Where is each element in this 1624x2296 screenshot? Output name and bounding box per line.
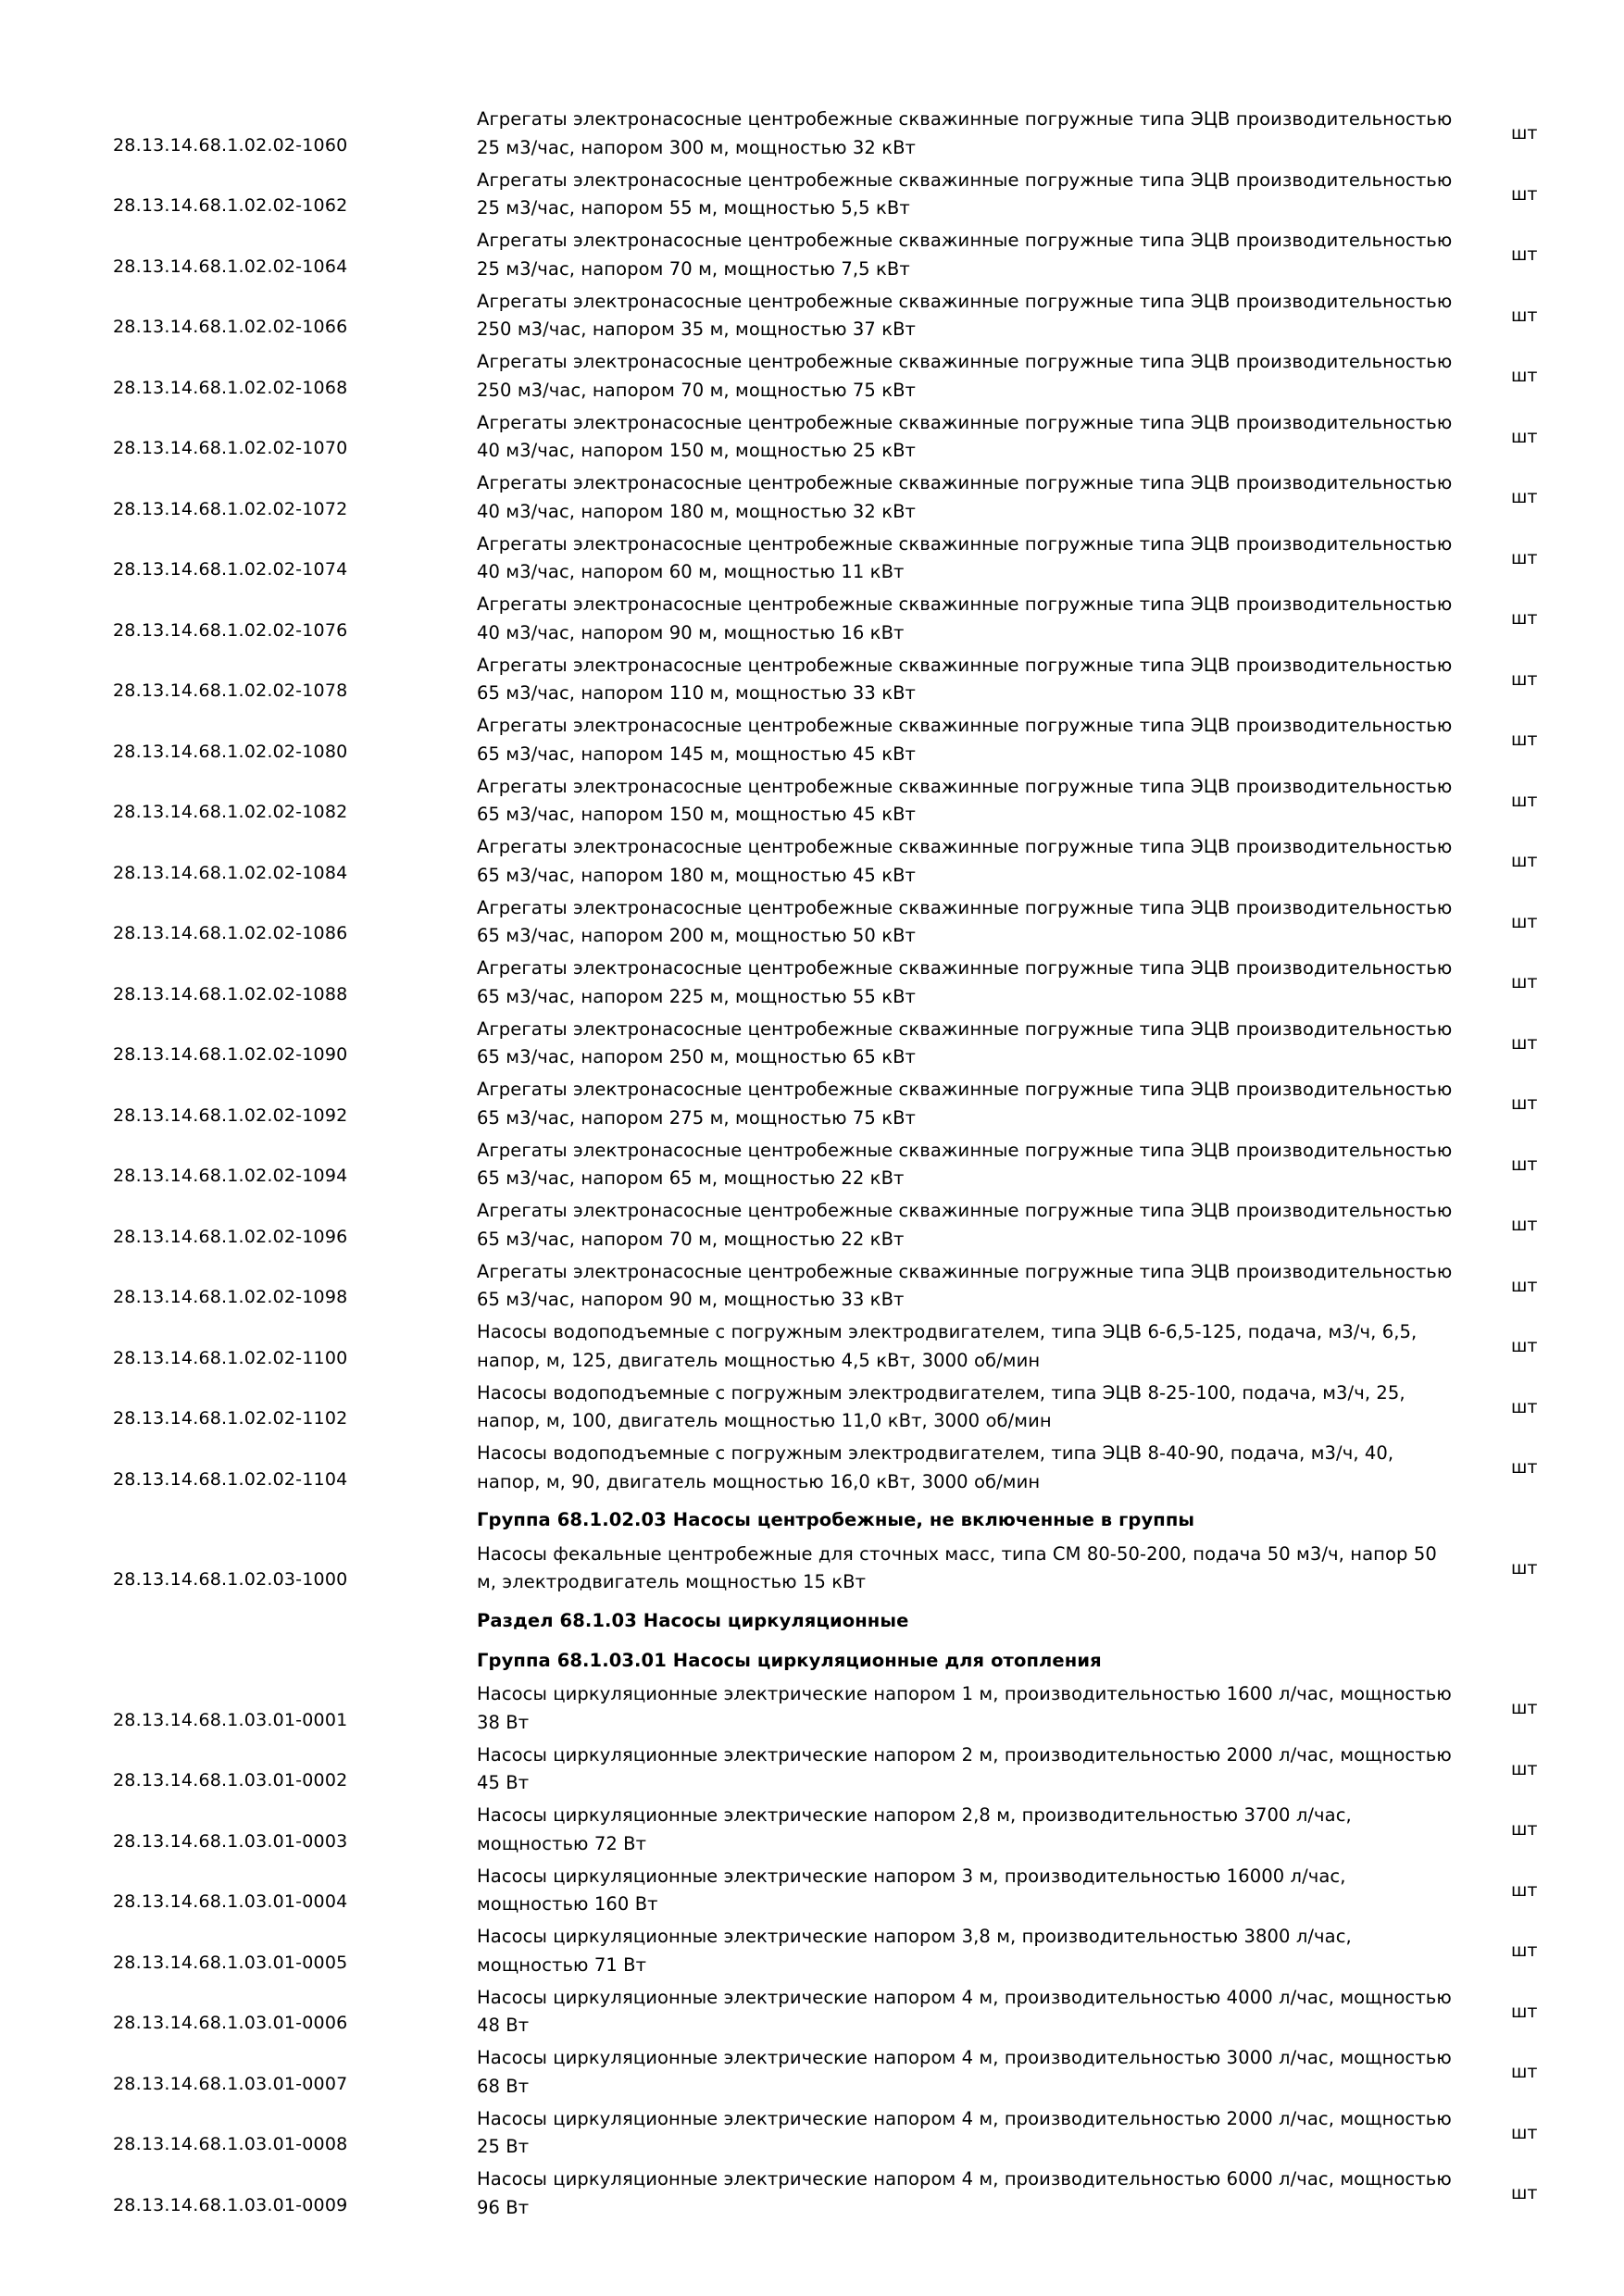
item-description: Насосы циркуляционные электрические напором 4 м, производительностью 4000 л/час, мощностью 48 Вт <box>477 1986 1452 2036</box>
table-row <box>0 771 1624 832</box>
table-row <box>0 710 1624 771</box>
item-code: 28.13.14.68.1.02.02-1090 <box>113 1044 348 1065</box>
item-code: 28.13.14.68.1.02.02-1062 <box>113 195 348 216</box>
item-code: 28.13.14.68.1.03.01-0004 <box>113 1891 348 1912</box>
item-code: 28.13.14.68.1.02.02-1080 <box>113 741 348 762</box>
item-unit: шт <box>1511 1275 1538 1296</box>
item-description: Насосы циркуляционные электрические напором 3,8 м, производительностью 3800 л/час, мощностью 71 Вт <box>477 1926 1352 1976</box>
item-unit: шт <box>1511 2122 1538 2143</box>
table-row <box>0 1921 1624 1982</box>
item-code: 28.13.14.68.1.02.03-1000 <box>113 1569 348 1590</box>
item-code: 28.13.14.68.1.02.02-1066 <box>113 317 348 337</box>
item-code: 28.13.14.68.1.02.02-1084 <box>113 862 348 883</box>
table-row <box>0 1438 1624 1499</box>
item-code: 28.13.14.68.1.03.01-0009 <box>113 2194 348 2215</box>
item-code: 28.13.14.68.1.02.02-1064 <box>113 256 348 277</box>
section-title: Группа 68.1.03.01 Насосы циркуляционные для отопления <box>477 1649 1102 1671</box>
section-header-row <box>0 1639 1624 1678</box>
item-unit: шт <box>1511 123 1538 144</box>
table-row <box>0 468 1624 529</box>
item-unit: шт <box>1511 183 1538 205</box>
price-list-table <box>0 104 1624 2225</box>
item-code: 28.13.14.68.1.03.01-0006 <box>113 2013 348 2033</box>
item-code: 28.13.14.68.1.02.02-1104 <box>113 1468 348 1490</box>
item-unit: шт <box>1511 2183 1538 2203</box>
item-unit: шт <box>1511 1879 1538 1901</box>
item-code: 28.13.14.68.1.02.02-1070 <box>113 438 348 458</box>
table-row <box>0 1378 1624 1439</box>
section-title: Раздел 68.1.03 Насосы циркуляционные <box>477 1609 909 1631</box>
item-description: Насосы циркуляционные электрические напором 4 м, производительностью 3000 л/час, мощностью 68 Вт <box>477 2047 1452 2097</box>
item-unit: шт <box>1511 608 1538 629</box>
item-unit: шт <box>1511 426 1538 447</box>
table-row <box>0 104 1624 165</box>
item-description: Агрегаты электронасосные центробежные скважинные погружные типа ЭЦВ производительностью 65 м3/час, напором 180 м, мощностью 45 кВт <box>477 836 1453 886</box>
item-description: Агрегаты электронасосные центробежные скважинные погружные типа ЭЦВ производительностью 40 м3/час, напором 150 м, мощностью 25 кВт <box>477 411 1453 461</box>
item-description: Агрегаты электронасосные центробежные скважинные погружные типа ЭЦВ производительностью 65 м3/час, напором 200 м, мощностью 50 кВт <box>477 896 1453 946</box>
item-code: 28.13.14.68.1.02.02-1068 <box>113 377 348 398</box>
item-code: 28.13.14.68.1.03.01-0007 <box>113 2073 348 2094</box>
table-row <box>0 1256 1624 1317</box>
item-unit: шт <box>1511 911 1538 932</box>
table-row <box>0 2103 1624 2165</box>
table-row <box>0 1316 1624 1378</box>
item-code: 28.13.14.68.1.02.02-1086 <box>113 923 348 943</box>
item-code: 28.13.14.68.1.03.01-0005 <box>113 1952 348 1973</box>
item-description: Агрегаты электронасосные центробежные скважинные погружные типа ЭЦВ производительностью 65 м3/час, напором 250 м, мощностью 65 кВт <box>477 1017 1453 1067</box>
table-row <box>0 225 1624 286</box>
item-code: 28.13.14.68.1.03.01-0002 <box>113 1770 348 1791</box>
table-row <box>0 589 1624 650</box>
table-row <box>0 1861 1624 1922</box>
item-code: 28.13.14.68.1.03.01-0008 <box>113 2134 348 2154</box>
item-unit: шт <box>1511 366 1538 386</box>
item-unit: шт <box>1511 1457 1538 1478</box>
item-unit: шт <box>1511 1032 1538 1054</box>
item-unit: шт <box>1511 1758 1538 1779</box>
item-code: 28.13.14.68.1.02.02-1082 <box>113 802 348 822</box>
item-unit: шт <box>1511 1154 1538 1175</box>
item-description: Агрегаты электронасосные центробежные скважинные погружные типа ЭЦВ производительностью 40 м3/час, напором 180 м, мощностью 32 кВт <box>477 472 1453 522</box>
item-code: 28.13.14.68.1.02.02-1088 <box>113 983 348 1004</box>
table-row <box>0 346 1624 407</box>
table-row <box>0 1135 1624 1196</box>
item-description: Насосы циркуляционные электрические напором 1 м, производительностью 1600 л/час, мощностью 38 Вт <box>477 1683 1452 1733</box>
item-code: 28.13.14.68.1.02.02-1096 <box>113 1226 348 1247</box>
item-unit: шт <box>1511 1215 1538 1235</box>
item-code: 28.13.14.68.1.03.01-0001 <box>113 1709 348 1730</box>
item-description: Агрегаты электронасосные центробежные скважинные погружные типа ЭЦВ производительностью 40 м3/час, напором 60 м, мощностью 11 кВт <box>477 532 1453 582</box>
item-description: Агрегаты электронасосные центробежные скважинные погружные типа ЭЦВ производительностью 25 м3/час, напором 70 м, мощностью 7,5 кВт <box>477 230 1453 280</box>
item-unit: шт <box>1511 790 1538 811</box>
table-row <box>0 286 1624 347</box>
item-code: 28.13.14.68.1.02.02-1098 <box>113 1287 348 1307</box>
item-description: Насосы водоподъемные с погружным электродвигателем, типа ЭЦВ 8-40-90, подача, м3/ч, 40, напор, м, 90, двигатель мощностью 16,0 кВт, 3000 об/мин <box>477 1442 1394 1492</box>
item-description: Насосы циркуляционные электрические напором 2 м, производительностью 2000 л/час, мощностью 45 Вт <box>477 1743 1452 1793</box>
item-code: 28.13.14.68.1.02.02-1092 <box>113 1104 348 1126</box>
item-description: Агрегаты электронасосные центробежные скважинные погружные типа ЭЦВ производительностью 250 м3/час, напором 35 м, мощностью 37 кВт <box>477 290 1453 340</box>
item-unit: шт <box>1511 1093 1538 1114</box>
item-description: Агрегаты электронасосные центробежные скважинные погружные типа ЭЦВ производительностью 25 м3/час, напором 300 м, мощностью 32 кВт <box>477 108 1453 158</box>
table-row <box>0 2042 1624 2103</box>
item-description: Насосы фекальные центробежные для сточных масс, типа СМ 80-50-200, подача 50 м3/ч, напор 50 м, электродвигатель мощностью 15 кВт <box>477 1542 1437 1592</box>
item-unit: шт <box>1511 547 1538 568</box>
table-row <box>0 831 1624 892</box>
item-unit: шт <box>1511 2001 1538 2022</box>
table-row <box>0 650 1624 711</box>
item-description: Агрегаты электронасосные центробежные скважинные погружные типа ЭЦВ производительностью 65 м3/час, напором 70 м, мощностью 22 кВт <box>477 1200 1453 1250</box>
item-description: Агрегаты электронасосные центробежные скважинные погружные типа ЭЦВ производительностью 25 м3/час, напором 55 м, мощностью 5,5 кВт <box>477 168 1453 218</box>
item-description: Агрегаты электронасосные центробежные скважинные погружные типа ЭЦВ производительностью 65 м3/час, напором 225 м, мощностью 55 кВт <box>477 957 1453 1007</box>
item-code: 28.13.14.68.1.02.02-1094 <box>113 1166 348 1186</box>
table-row <box>0 165 1624 226</box>
table-row <box>0 1800 1624 1861</box>
item-description: Насосы водоподъемные с погружным электродвигателем, типа ЭЦВ 8-25-100, подача, м3/ч, 25, напор, м, 100, двигатель мощностью 11,0 кВт, 3000 об/мин <box>477 1381 1405 1431</box>
table-row <box>0 1982 1624 2043</box>
table-row <box>0 1014 1624 1075</box>
item-unit: шт <box>1511 244 1538 265</box>
table-row <box>0 2164 1624 2225</box>
item-description: Насосы циркуляционные электрические напором 4 м, производительностью 6000 л/час, мощностью 96 Вт <box>477 2168 1452 2218</box>
item-code: 28.13.14.68.1.02.02-1072 <box>113 498 348 519</box>
item-unit: шт <box>1511 487 1538 507</box>
item-description: Насосы водоподъемные с погружным электродвигателем, типа ЭЦВ 6-6,5-125, подача, м3/ч, 6,5, напор, м, 125, двигатель мощностью 4,5 кВт, 3000 об/мин <box>477 1321 1418 1371</box>
section-header-row <box>0 1599 1624 1639</box>
item-description: Агрегаты электронасосные центробежные скважинные погружные типа ЭЦВ производительностью 65 м3/час, напором 150 м, мощностью 45 кВт <box>477 775 1453 825</box>
item-code: 28.13.14.68.1.02.02-1060 <box>113 134 348 156</box>
item-unit: шт <box>1511 1336 1538 1356</box>
item-description: Агрегаты электронасосные центробежные скважинные погружные типа ЭЦВ производительностью 40 м3/час, напором 90 м, мощностью 16 кВт <box>477 593 1453 643</box>
item-code: 28.13.14.68.1.02.02-1078 <box>113 680 348 701</box>
item-unit: шт <box>1511 972 1538 992</box>
item-unit: шт <box>1511 668 1538 690</box>
item-description: Агрегаты электронасосные центробежные скважинные погружные типа ЭЦВ производительностью 65 м3/час, напором 90 м, мощностью 33 кВт <box>477 1260 1453 1310</box>
item-unit: шт <box>1511 1557 1538 1578</box>
table-row <box>0 1740 1624 1801</box>
table-row <box>0 1678 1624 1740</box>
section-title: Группа 68.1.02.03 Насосы центробежные, не включенные в группы <box>477 1509 1195 1530</box>
item-description: Насосы циркуляционные электрические напором 3 м, производительностью 16000 л/час, мощностью 160 Вт <box>477 1865 1346 1915</box>
item-unit: шт <box>1511 1396 1538 1417</box>
table-row <box>0 1195 1624 1256</box>
item-description: Агрегаты электронасосные центробежные скважинные погружные типа ЭЦВ производительностью 65 м3/час, напором 275 м, мощностью 75 кВт <box>477 1079 1453 1129</box>
item-code: 28.13.14.68.1.02.02-1074 <box>113 559 348 580</box>
item-unit: шт <box>1511 1819 1538 1840</box>
table-row <box>0 1074 1624 1135</box>
item-description: Агрегаты электронасосные центробежные скважинные погружные типа ЭЦВ производительностью 65 м3/час, напором 145 м, мощностью 45 кВт <box>477 715 1453 765</box>
item-description: Агрегаты электронасосные центробежные скважинные погружные типа ЭЦВ производительностью 250 м3/час, напором 70 м, мощностью 75 кВт <box>477 351 1453 401</box>
table-row <box>0 407 1624 468</box>
table-row <box>0 1539 1624 1600</box>
item-description: Насосы циркуляционные электрические напором 2,8 м, производительностью 3700 л/час, мощностью 72 Вт <box>477 1804 1352 1854</box>
item-description: Агрегаты электронасосные центробежные скважинные погружные типа ЭЦВ производительностью 65 м3/час, напором 110 м, мощностью 33 кВт <box>477 654 1453 704</box>
item-code: 28.13.14.68.1.02.02-1076 <box>113 619 348 641</box>
table-row <box>0 892 1624 954</box>
item-unit: шт <box>1511 851 1538 871</box>
table-row <box>0 529 1624 590</box>
section-header-row <box>0 1499 1624 1539</box>
item-code: 28.13.14.68.1.03.01-0003 <box>113 1830 348 1852</box>
item-unit: шт <box>1511 1940 1538 1961</box>
item-unit: шт <box>1511 730 1538 750</box>
item-unit: шт <box>1511 1698 1538 1718</box>
item-description: Насосы циркуляционные электрические напором 4 м, производительностью 2000 л/час, мощностью 25 Вт <box>477 2107 1452 2157</box>
table-row <box>0 953 1624 1014</box>
item-unit: шт <box>1511 305 1538 326</box>
item-code: 28.13.14.68.1.02.02-1102 <box>113 1408 348 1429</box>
item-code: 28.13.14.68.1.02.02-1100 <box>113 1347 348 1368</box>
item-description: Агрегаты электронасосные центробежные скважинные погружные типа ЭЦВ производительностью 65 м3/час, напором 65 м, мощностью 22 кВт <box>477 1139 1453 1189</box>
item-unit: шт <box>1511 2062 1538 2082</box>
